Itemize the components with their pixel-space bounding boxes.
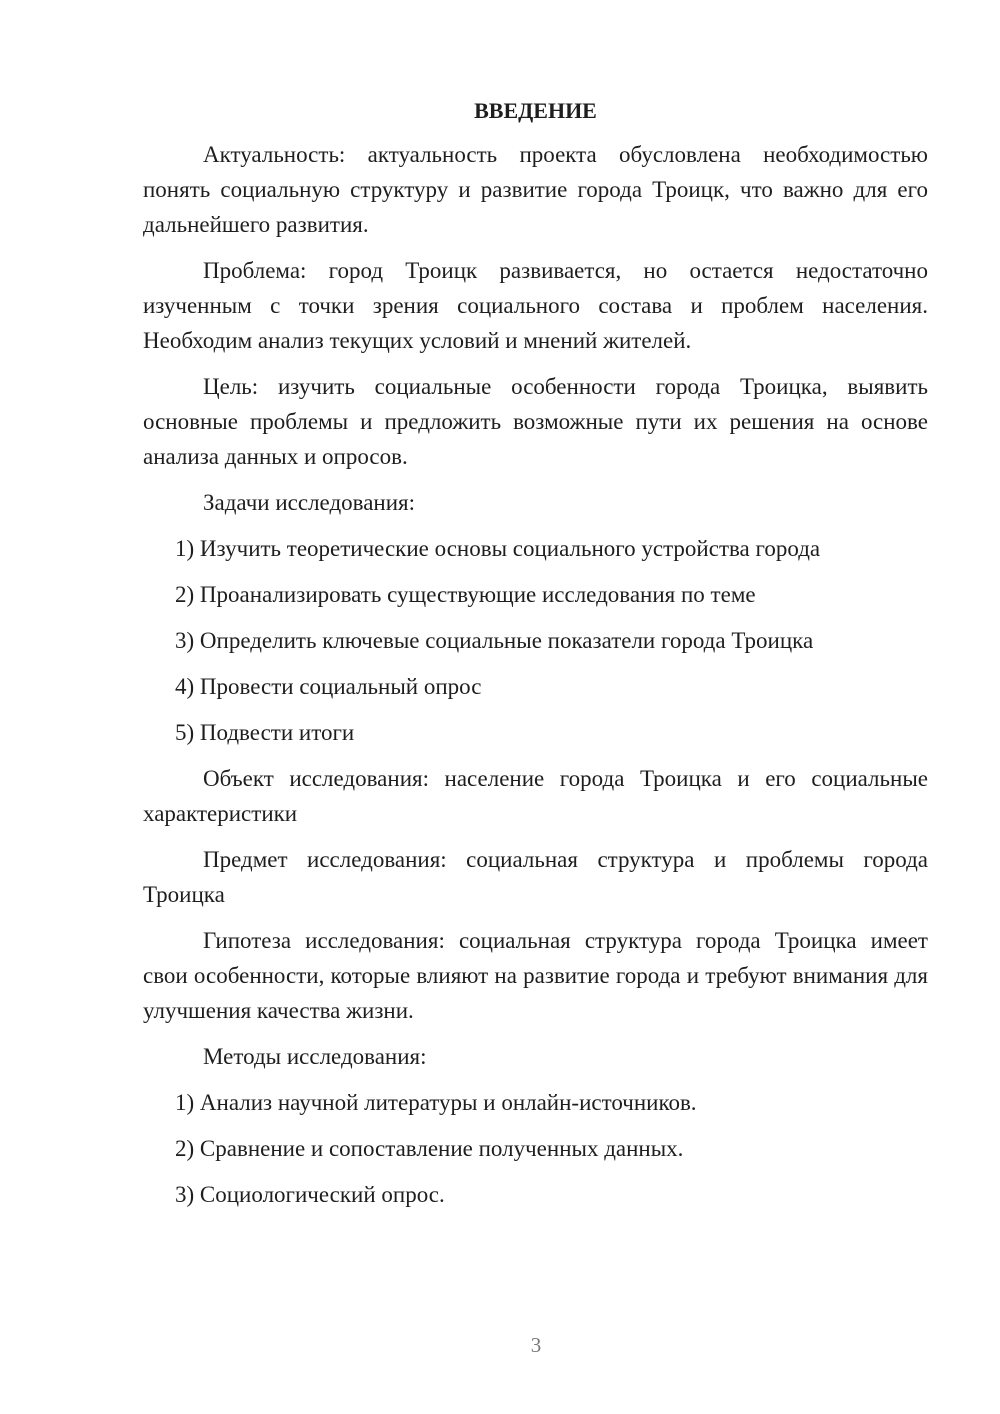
problem-paragraph: Проблема: город Троицк развивается, но остается недостаточно изученным с точки зрения социального состава и проблем населения. Необходим анализ текущих условий и мнений жителей. — [143, 258, 928, 353]
document-page — [143, 95, 928, 1223]
task-item: 1) Изучить теоретические основы социального устройства города — [175, 536, 821, 561]
page-number: 3 — [530, 1333, 542, 1357]
method-item: 1) Анализ научной литературы и онлайн-источников. — [175, 1090, 697, 1115]
relevance-paragraph: Актуальность: актуальность проекта обусловлена необходимостью понять социальную структуру и развитие города Троицк, что важно для его дальнейшего развития. — [143, 142, 928, 237]
task-item: 2) Проанализировать существующие исследования по теме — [175, 582, 756, 607]
subject-paragraph: Предмет исследования: социальная структура и проблемы города Троицка — [143, 847, 928, 907]
hypothesis-paragraph: Гипотеза исследования: социальная структура города Троицка имеет свои особенности, которые влияют на развитие города и требуют внимания для улучшения качества жизни. — [143, 928, 928, 1023]
task-item: 3) Определить ключевые социальные показатели города Троицка — [175, 628, 814, 653]
method-item: 2) Сравнение и сопоставление полученных данных. — [175, 1136, 684, 1161]
tasks-heading: Задачи исследования: — [203, 490, 416, 515]
methods-heading: Методы исследования: — [203, 1044, 427, 1069]
task-item: 4) Провести социальный опрос — [175, 674, 482, 699]
goal-paragraph: Цель: изучить социальные особенности города Троицка, выявить основные проблемы и предложить возможные пути их решения на основе анализа данных и опросов. — [143, 374, 928, 469]
method-item: 3) Социологический опрос. — [175, 1182, 445, 1207]
object-paragraph: Объект исследования: население города Троицка и его социальные характеристики — [143, 766, 928, 826]
task-item: 5) Подвести итоги — [175, 720, 355, 745]
section-title: ВВЕДЕНИЕ — [474, 98, 597, 123]
